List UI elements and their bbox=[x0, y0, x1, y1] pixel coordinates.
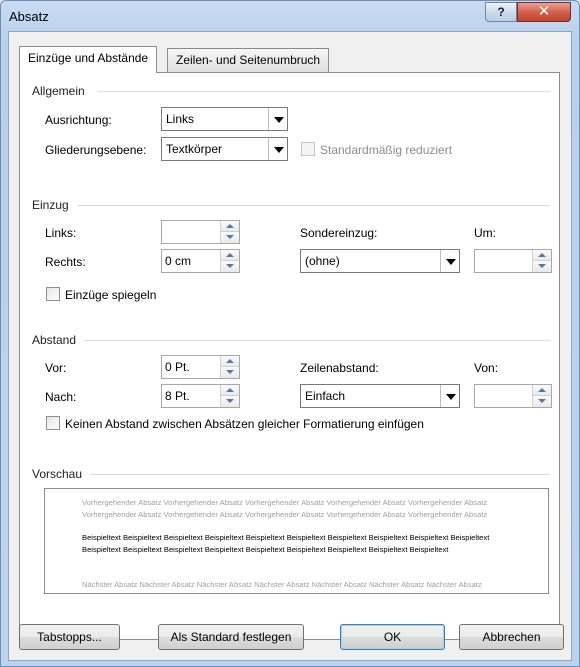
links-label: Links: bbox=[45, 226, 77, 240]
spin-down-icon[interactable] bbox=[533, 396, 551, 407]
chevron-down-icon[interactable] bbox=[268, 138, 287, 160]
group-divider bbox=[78, 205, 550, 206]
von-label: Von: bbox=[474, 361, 499, 375]
links-spinner[interactable] bbox=[161, 220, 240, 244]
einzuege-spiegeln-checkbox[interactable] bbox=[46, 287, 60, 301]
ok-button[interactable] bbox=[340, 624, 445, 650]
group-divider bbox=[84, 340, 550, 341]
kein-abstand-checkbox[interactable] bbox=[46, 416, 60, 430]
gliederungsebene-select[interactable] bbox=[161, 137, 288, 161]
preview-next-paragraph: Nächster Absatz Nächster Absatz Nächster Absatz Nächster Absatz Nächster Absatz Nächster Absatz Nächster Absatz bbox=[82, 580, 482, 589]
nach-value: 8 Pt. bbox=[165, 389, 190, 403]
group-vorschau-label: Vorschau bbox=[32, 467, 83, 481]
spin-up-icon[interactable] bbox=[221, 221, 239, 232]
tabstopps-button-label: Tabstopps... bbox=[37, 630, 102, 644]
abbrechen-button[interactable] bbox=[459, 624, 564, 650]
group-einzug-label: Einzug bbox=[32, 198, 69, 212]
spin-down-icon[interactable] bbox=[221, 367, 239, 378]
rechts-spinner[interactable] bbox=[161, 249, 240, 273]
help-icon: ? bbox=[497, 5, 505, 19]
zeilenabstand-label: Zeilenabstand: bbox=[300, 361, 379, 375]
um-label: Um: bbox=[474, 226, 496, 240]
einzuege-spiegeln-label: Einzüge spiegeln bbox=[65, 288, 157, 302]
spin-down-icon[interactable] bbox=[221, 396, 239, 407]
um-spinner[interactable] bbox=[474, 249, 552, 273]
preview-previous-paragraph: Vorhergehender Absatz Vorhergehender Absatz Vorhergehender Absatz Vorhergehender Absatz Vorhergehender Absatz Vorhergehender Absatz Vorhergehender Absatz Vorhergehender Absatz Vorhergehender Absatz Vorhergehender Absatz bbox=[82, 498, 488, 519]
vor-value: 0 Pt. bbox=[165, 360, 190, 374]
zeilenabstand-value: Einfach bbox=[305, 389, 346, 403]
ausrichtung-select[interactable] bbox=[161, 107, 288, 131]
gliederungsebene-label: Gliederungsebene: bbox=[45, 143, 147, 157]
tab-label: Zeilen- und Seitenumbruch bbox=[176, 53, 321, 67]
vor-label: Vor: bbox=[45, 361, 67, 375]
tab-zeilen-seitenumbruch[interactable] bbox=[167, 48, 329, 72]
sondereinzug-value: (ohne) bbox=[305, 254, 340, 268]
spin-down-icon[interactable] bbox=[221, 261, 239, 272]
nach-spinner[interactable] bbox=[161, 384, 240, 408]
window-title: Absatz bbox=[9, 9, 49, 24]
als-standard-button-label: Als Standard festlegen bbox=[170, 630, 292, 644]
spin-down-icon[interactable] bbox=[221, 232, 239, 243]
preview-current-paragraph: Beispieltext Beispieltext Beispieltext Beispieltext Beispieltext Beispieltext Beispieltext Beispieltext Beispieltext Beispieltext Beispieltext Beispieltext Beispieltext Beispieltext Beispieltext Beispieltext Beispieltext Beispieltext Beispieltext bbox=[82, 533, 490, 554]
rechts-value: 0 cm bbox=[165, 254, 192, 268]
als-standard-button[interactable] bbox=[158, 624, 304, 650]
sondereinzug-select[interactable] bbox=[300, 249, 460, 273]
sondereinzug-label: Sondereinzug: bbox=[300, 226, 378, 240]
tabstopps-button[interactable] bbox=[19, 624, 120, 650]
kein-abstand-label: Keinen Abstand zwischen Absätzen gleicher Formatierung einfügen bbox=[65, 417, 424, 431]
ok-button-label: OK bbox=[383, 630, 402, 644]
chevron-down-icon[interactable] bbox=[268, 108, 287, 130]
close-icon: ✕ bbox=[537, 3, 551, 20]
spin-up-icon[interactable] bbox=[221, 250, 239, 261]
rechts-label: Rechts: bbox=[45, 255, 86, 269]
close-button[interactable] bbox=[517, 2, 571, 22]
group-allgemein-label: Allgemein bbox=[32, 84, 85, 98]
ausrichtung-label: Ausrichtung: bbox=[45, 113, 112, 127]
group-divider bbox=[90, 474, 550, 475]
group-divider bbox=[98, 91, 550, 92]
title-bar bbox=[1, 1, 579, 35]
chevron-down-icon[interactable] bbox=[440, 385, 459, 407]
tab-label: Einzüge und Abstände bbox=[28, 51, 149, 65]
spin-up-icon[interactable] bbox=[221, 385, 239, 396]
preview-box bbox=[44, 488, 549, 594]
nach-label: Nach: bbox=[45, 390, 77, 404]
spin-up-icon[interactable] bbox=[533, 250, 551, 261]
standard-reduziert-checkbox[interactable] bbox=[301, 142, 315, 156]
von-spinner[interactable] bbox=[474, 384, 552, 408]
ausrichtung-value: Links bbox=[166, 112, 195, 126]
help-button[interactable] bbox=[485, 2, 517, 22]
group-abstand-label: Abstand bbox=[32, 333, 77, 347]
standard-reduziert-label: Standardmäßig reduziert bbox=[320, 143, 453, 157]
abbrechen-button-label: Abbrechen bbox=[482, 630, 541, 644]
spin-up-icon[interactable] bbox=[533, 385, 551, 396]
zeilenabstand-select[interactable] bbox=[300, 384, 460, 408]
spin-up-icon[interactable] bbox=[221, 356, 239, 367]
spin-down-icon[interactable] bbox=[533, 261, 551, 272]
chevron-down-icon[interactable] bbox=[440, 250, 459, 272]
vor-spinner[interactable] bbox=[161, 355, 240, 379]
dialog-client-area bbox=[8, 31, 572, 661]
tab-einzuege-abstaende[interactable] bbox=[19, 46, 157, 73]
gliederungsebene-value: Textkörper bbox=[166, 142, 223, 156]
